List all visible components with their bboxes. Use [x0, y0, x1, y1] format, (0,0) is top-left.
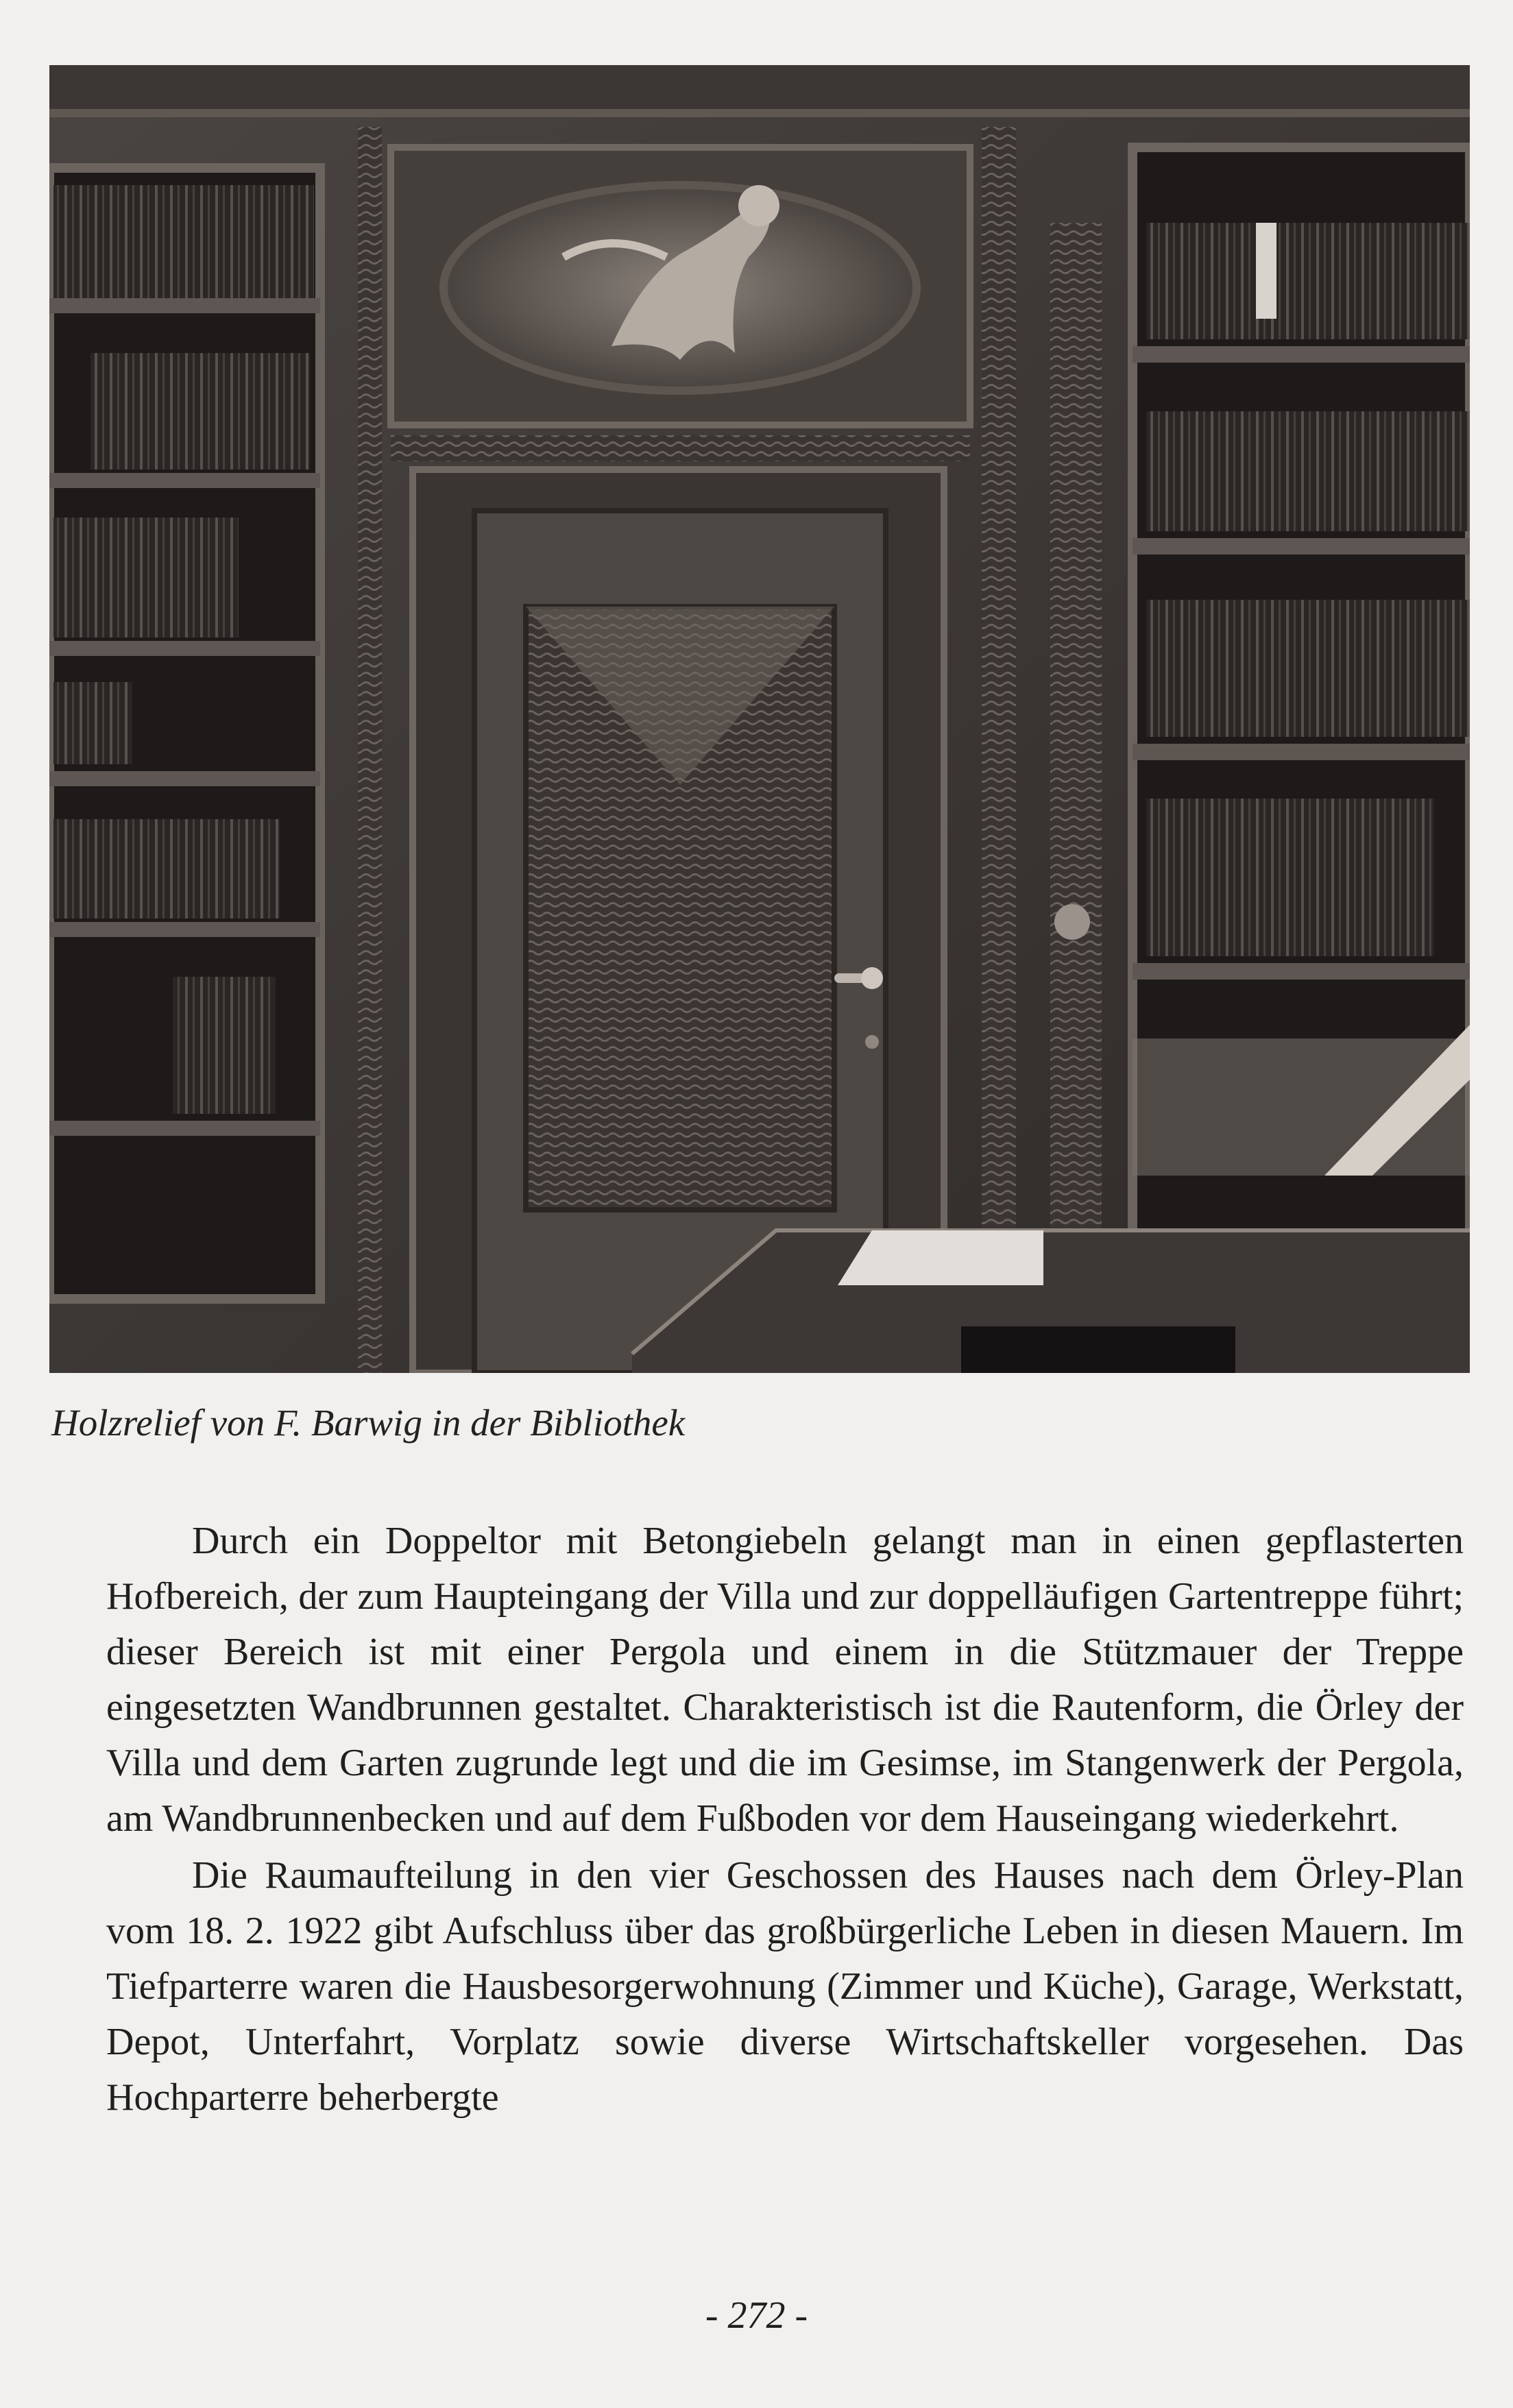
desk — [632, 1230, 1470, 1373]
paragraph: Die Raumaufteilung in den vier Geschossen des Hauses nach dem Örley-Plan vom 18. 2. 1922 gibt Aufschluss über das großbürgerliche Leben in diesen Mauern. Im Tiefparterre waren die Hausbesorgerwohnung (Zimmer und Küche), Garage, Werkstatt, Depot, Unterfahrt, Vorplatz sowie diverse Wirtschaftskeller vorgesehen. Das Hochparterre beherbergte — [106, 1854, 1464, 2119]
library-photo — [49, 65, 1470, 1373]
page-number: - 272 - — [705, 2294, 808, 2337]
body-text — [106, 1513, 1464, 2126]
left-bookcase — [49, 168, 320, 1299]
figure-caption: Holzrelief von F. Barwig in der Bibliothek — [51, 1402, 686, 1444]
paragraph: Durch ein Doppeltor mit Betongiebeln gelangt man in einen gepflasterten Hofbereich, der zum Haupteingang der Villa und zur doppelläufigen Gartentreppe führt; dieser Bereich ist mit einer Pergola und einem in die Stützmauer der Treppe eingesetzten Wandbrunnen gestaltet. Charakteristisch ist die Rautenform, die Örley der Villa und dem Garten zugrunde legt und die im Gesimse, im Stangenwerk der Pergola, am Wandbrunnenbecken und auf dem Fußboden vor dem Hauseingang wiederkehrt. — [106, 1520, 1464, 1840]
wood-relief-panel — [391, 147, 970, 425]
